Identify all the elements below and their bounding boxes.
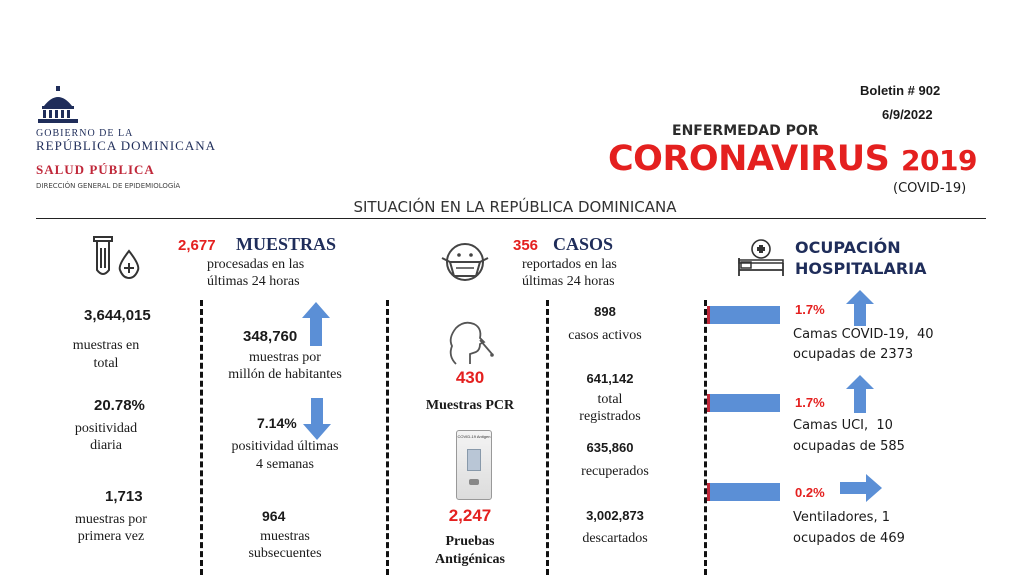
positividad-diaria-l1: positividad <box>74 421 138 436</box>
test-tube-icon <box>92 236 114 278</box>
hospital-bed-icon <box>737 238 785 278</box>
occupancy-bar-uci <box>707 394 780 412</box>
recuperados-value: 635,860 <box>586 440 634 455</box>
arrow-up-icon <box>846 290 874 326</box>
bulletin-number: Boletin # 902 <box>860 83 941 98</box>
logo-direccion: DIRECCIÓN GENERAL DE EPIDEMIOLOGÍA <box>36 182 181 190</box>
positividad-diaria-l2: diaria <box>90 438 122 453</box>
occupancy-bar-covid <box>707 306 780 324</box>
title-coronavirus: CORONAVIRUS <box>608 139 890 179</box>
header-divider <box>36 218 986 219</box>
divider-1 <box>200 300 203 575</box>
positividad-4sem-value: 7.14% <box>257 415 297 431</box>
muestras-sub2: últimas 24 horas <box>207 274 300 289</box>
por-millon-l1: muestras por <box>249 350 321 365</box>
arrow-right-icon <box>840 474 882 502</box>
title-pre: ENFERMEDAD POR <box>672 123 819 139</box>
por-millon-l2: millón de habitantes <box>228 367 342 382</box>
occupancy-bar-ventiladores <box>707 483 780 501</box>
muestras-count: 2,677 <box>178 237 216 254</box>
arrow-up-icon <box>846 375 874 413</box>
muestras-total-l2: total <box>93 356 119 371</box>
ocupacion-heading-1: OCUPACIÓN <box>795 238 901 257</box>
por-millon-value: 348,760 <box>243 328 298 345</box>
muestras-total-l1: muestras en <box>72 338 140 353</box>
primera-vez-l2: primera vez <box>77 529 145 544</box>
activos-label: casos activos <box>568 328 642 343</box>
descartados-value: 3,002,873 <box>586 508 644 523</box>
ventiladores-l1: Ventiladores, 1 <box>793 510 890 525</box>
blood-drop-icon <box>116 249 142 279</box>
capitol-icon <box>38 86 78 124</box>
uci-beds-l2: ocupadas de 585 <box>793 439 905 454</box>
total-registrados-l2: registrados <box>579 409 641 424</box>
casos-count: 356 <box>513 237 539 254</box>
ventiladores-pct: 0.2% <box>795 485 825 500</box>
logo-gobierno: GOBIERNO DE LA <box>36 128 134 139</box>
subsecuentes-l1: muestras <box>260 529 310 544</box>
descartados-label: descartados <box>582 531 648 546</box>
recuperados-label: recuperados <box>581 464 649 479</box>
casos-heading: CASOS <box>553 234 614 254</box>
pcr-label: Muestras PCR <box>425 398 515 413</box>
ocupacion-heading-2: HOSPITALARIA <box>795 259 927 278</box>
arrow-down-icon <box>303 398 331 440</box>
covid-beds-l1: Camas COVID-19, 40 <box>793 327 934 342</box>
ventiladores-l2: ocupados de 469 <box>793 531 905 546</box>
primera-vez-l1: muestras por <box>75 512 147 527</box>
covid-beds-pct: 1.7% <box>795 302 825 317</box>
covid-beds-l2: ocupadas de 2373 <box>793 347 914 362</box>
total-registrados-value: 641,142 <box>586 371 634 386</box>
pcr-value: 430 <box>455 368 485 387</box>
title-main <box>608 139 977 179</box>
logo-republica: REPÚBLICA DOMINICANA <box>36 138 216 153</box>
positividad-4sem-l1: positividad últimas <box>231 439 339 454</box>
nasal-swab-icon <box>442 316 494 368</box>
muestras-sub1: procesadas en las <box>207 257 305 272</box>
primera-vez-value: 1,713 <box>105 488 143 505</box>
divider-4 <box>704 300 707 575</box>
uci-beds-pct: 1.7% <box>795 395 825 410</box>
antigenicas-l1: Pruebas <box>445 534 495 549</box>
title-year: 2019 <box>901 144 977 177</box>
muestras-heading: MUESTRAS <box>236 234 337 254</box>
masked-face-icon <box>440 240 490 286</box>
positividad-4sem-l2: 4 semanas <box>256 457 314 472</box>
situacion-heading: SITUACIÓN EN LA REPÚBLICA DOMINICANA <box>353 198 677 216</box>
casos-sub1: reportados en las <box>522 257 617 272</box>
divider-3 <box>546 300 549 575</box>
antigenicas-value: 2,247 <box>448 506 492 525</box>
uci-beds-l1: Camas UCI, 10 <box>793 418 893 433</box>
subsecuentes-l2: subsecuentes <box>248 546 322 561</box>
muestras-total-value: 3,644,015 <box>84 307 151 324</box>
total-registrados-l1: total <box>597 392 623 407</box>
activos-value: 898 <box>594 304 616 319</box>
logo-salud-publica: SALUD PÚBLICA <box>36 162 155 177</box>
subsecuentes-value: 964 <box>262 508 286 524</box>
title-sub: (COVID-19) <box>893 181 967 196</box>
test-kit-label: COVID-19 Antigen <box>457 434 491 439</box>
government-logo <box>36 86 296 196</box>
antigenicas-l2: Antigénicas <box>435 552 505 567</box>
positividad-diaria-value: 20.78% <box>94 397 145 414</box>
bulletin-date: 6/9/2022 <box>882 107 933 122</box>
arrow-up-icon <box>302 302 330 346</box>
antigen-test-icon <box>456 430 492 500</box>
divider-2 <box>386 300 389 575</box>
casos-sub2: últimas 24 horas <box>522 274 615 289</box>
